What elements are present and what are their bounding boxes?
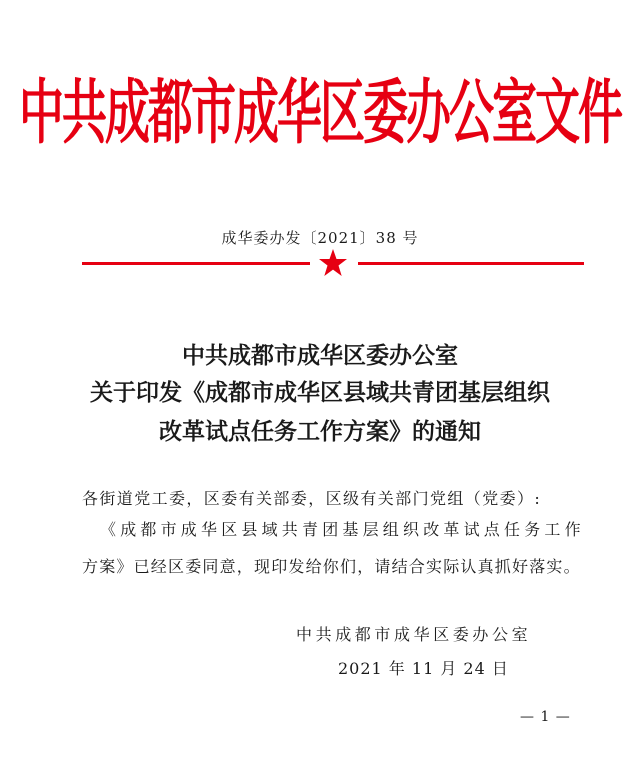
salutation: 各街道党工委，区委有关部委，区级有关部门党组（党委）: bbox=[82, 489, 542, 508]
body-paragraph-line-2: 方案》已经区委同意，现印发给你们，请结合实际认真抓好落实。 bbox=[82, 557, 581, 576]
page-number: — 1 — bbox=[520, 709, 571, 725]
red-star-icon bbox=[318, 248, 348, 278]
issue-date: 2021 年 11 月 24 日 bbox=[338, 659, 509, 678]
notice-title-line-3: 改革试点任务工作方案》的通知 bbox=[159, 418, 481, 445]
document-number: 成华委办发〔2021〕38 号 bbox=[221, 229, 419, 247]
issuer-signature: 中共成都市成华区委办公室 bbox=[296, 625, 532, 644]
red-divider-left bbox=[82, 262, 310, 265]
body-paragraph-line-1: 《成都市成华区县域共青团基层组织改革试点任务工作 bbox=[100, 520, 585, 539]
red-divider-right bbox=[358, 262, 584, 265]
notice-title-line-1: 中共成都市成华区委办公室 bbox=[182, 342, 458, 369]
masthead-title: 中共成都市成华区委办公室文件 bbox=[18, 71, 621, 154]
notice-title-line-2: 关于印发《成都市成华区县域共青团基层组织 bbox=[90, 379, 550, 406]
